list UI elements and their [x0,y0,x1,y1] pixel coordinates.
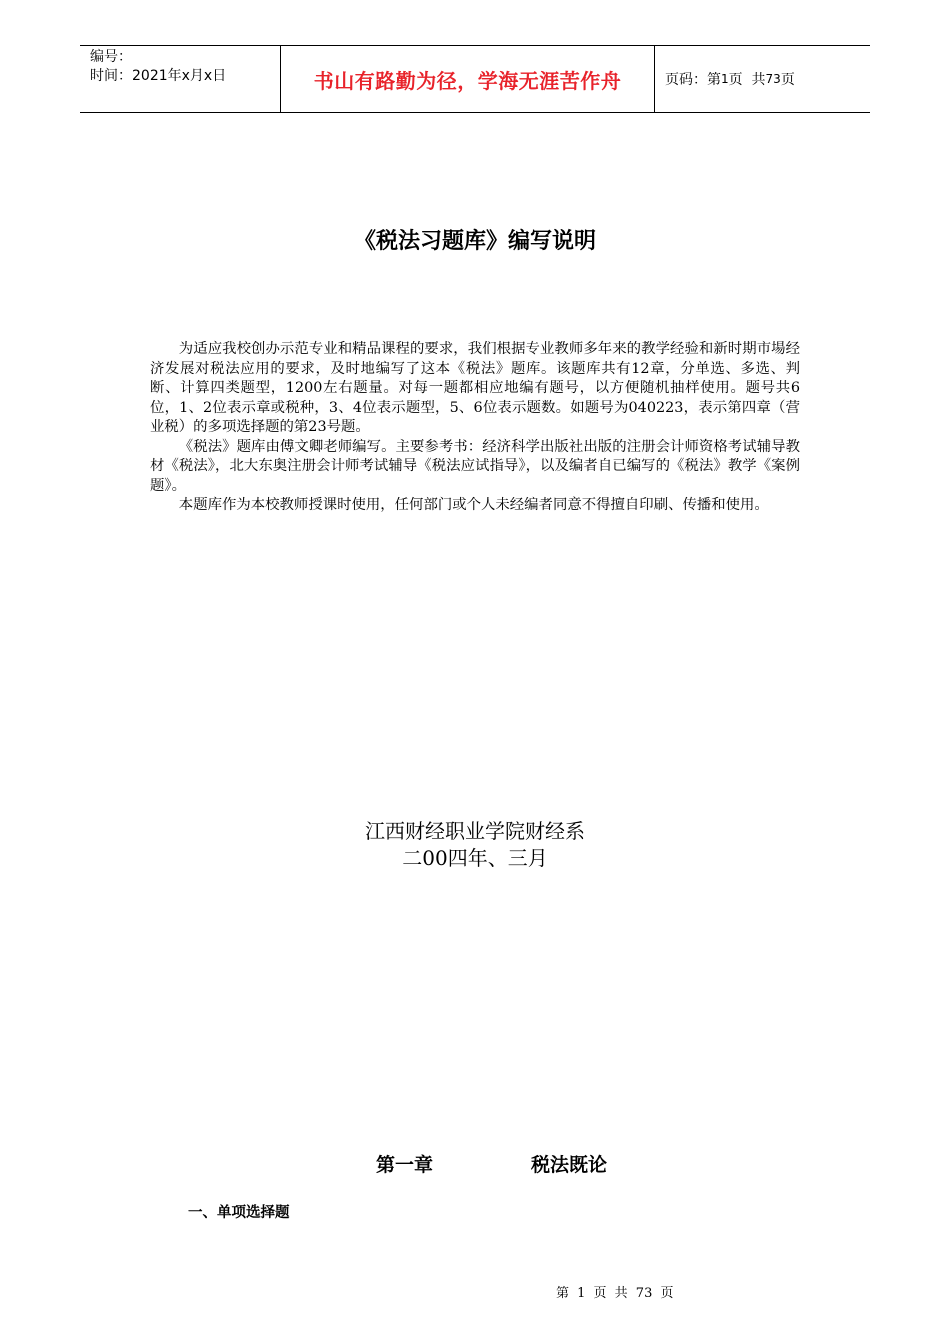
preface-body [150,340,800,516]
publication-date: 二00四年、三月 [402,846,548,870]
preface-paragraph: 本题库作为本校教师授课时使用，任何部门或个人未经编者同意不得擅自印刷、传播和使用。 [178,497,769,513]
page-suffix: 页 [780,72,795,88]
page-total: 73 [765,72,781,86]
page-current: 1 [721,72,729,86]
chapter-number: 第一章 [376,1154,434,1176]
preface-paragraph: 为适应我校创办示范专业和精品课程的要求，我们根据专业教师多年来的教学经验和新时期市場经济发展对税法应用的要求，及时地编写了这本《税法》题库。该题库共有12章，分单选、多选、判断、计算四类题型，1200左右题量。对每一题都相应地编有题号，以方便随机抽样使用。题号共6位，1、2位表示章或税种，3、4位表示题型，5、6位表示题数。如题号为040223，表示第四章（营业税）的多项选择题的第23号题。 [150,341,800,435]
organization-name: 江西财经职业学院财经系 [365,819,585,843]
page-footer: 第 1 页 共 73 页 [556,1286,674,1301]
document-time-label: 时间：2021年x月x日 [90,68,227,84]
header-page-counter [655,46,870,112]
header-info-cell [80,46,281,112]
preface-paragraph: 《税法》题库由傅文卿老师编写。主要参考书：经济科学出版社出版的注册会计师资格考试辅导教材《税法》，北大东奥注册会计师考试辅导《税法应试指导》，以及编者自已编写的《税法》教学《案例题》。 [150,438,800,494]
chapter-name: 税法既论 [531,1154,608,1176]
page-prefix: 页码：第 [665,72,721,88]
section-heading: 一、单项选择题 [188,1205,290,1221]
page-mid: 页 共 [728,72,766,88]
header-motto: 书山有路勤为径，学海无涯苦作舟 [281,46,655,112]
document-title: 《税法习题库》编写说明 [353,229,596,254]
document-number-label: 编号： [90,49,132,65]
page-header [80,45,870,113]
